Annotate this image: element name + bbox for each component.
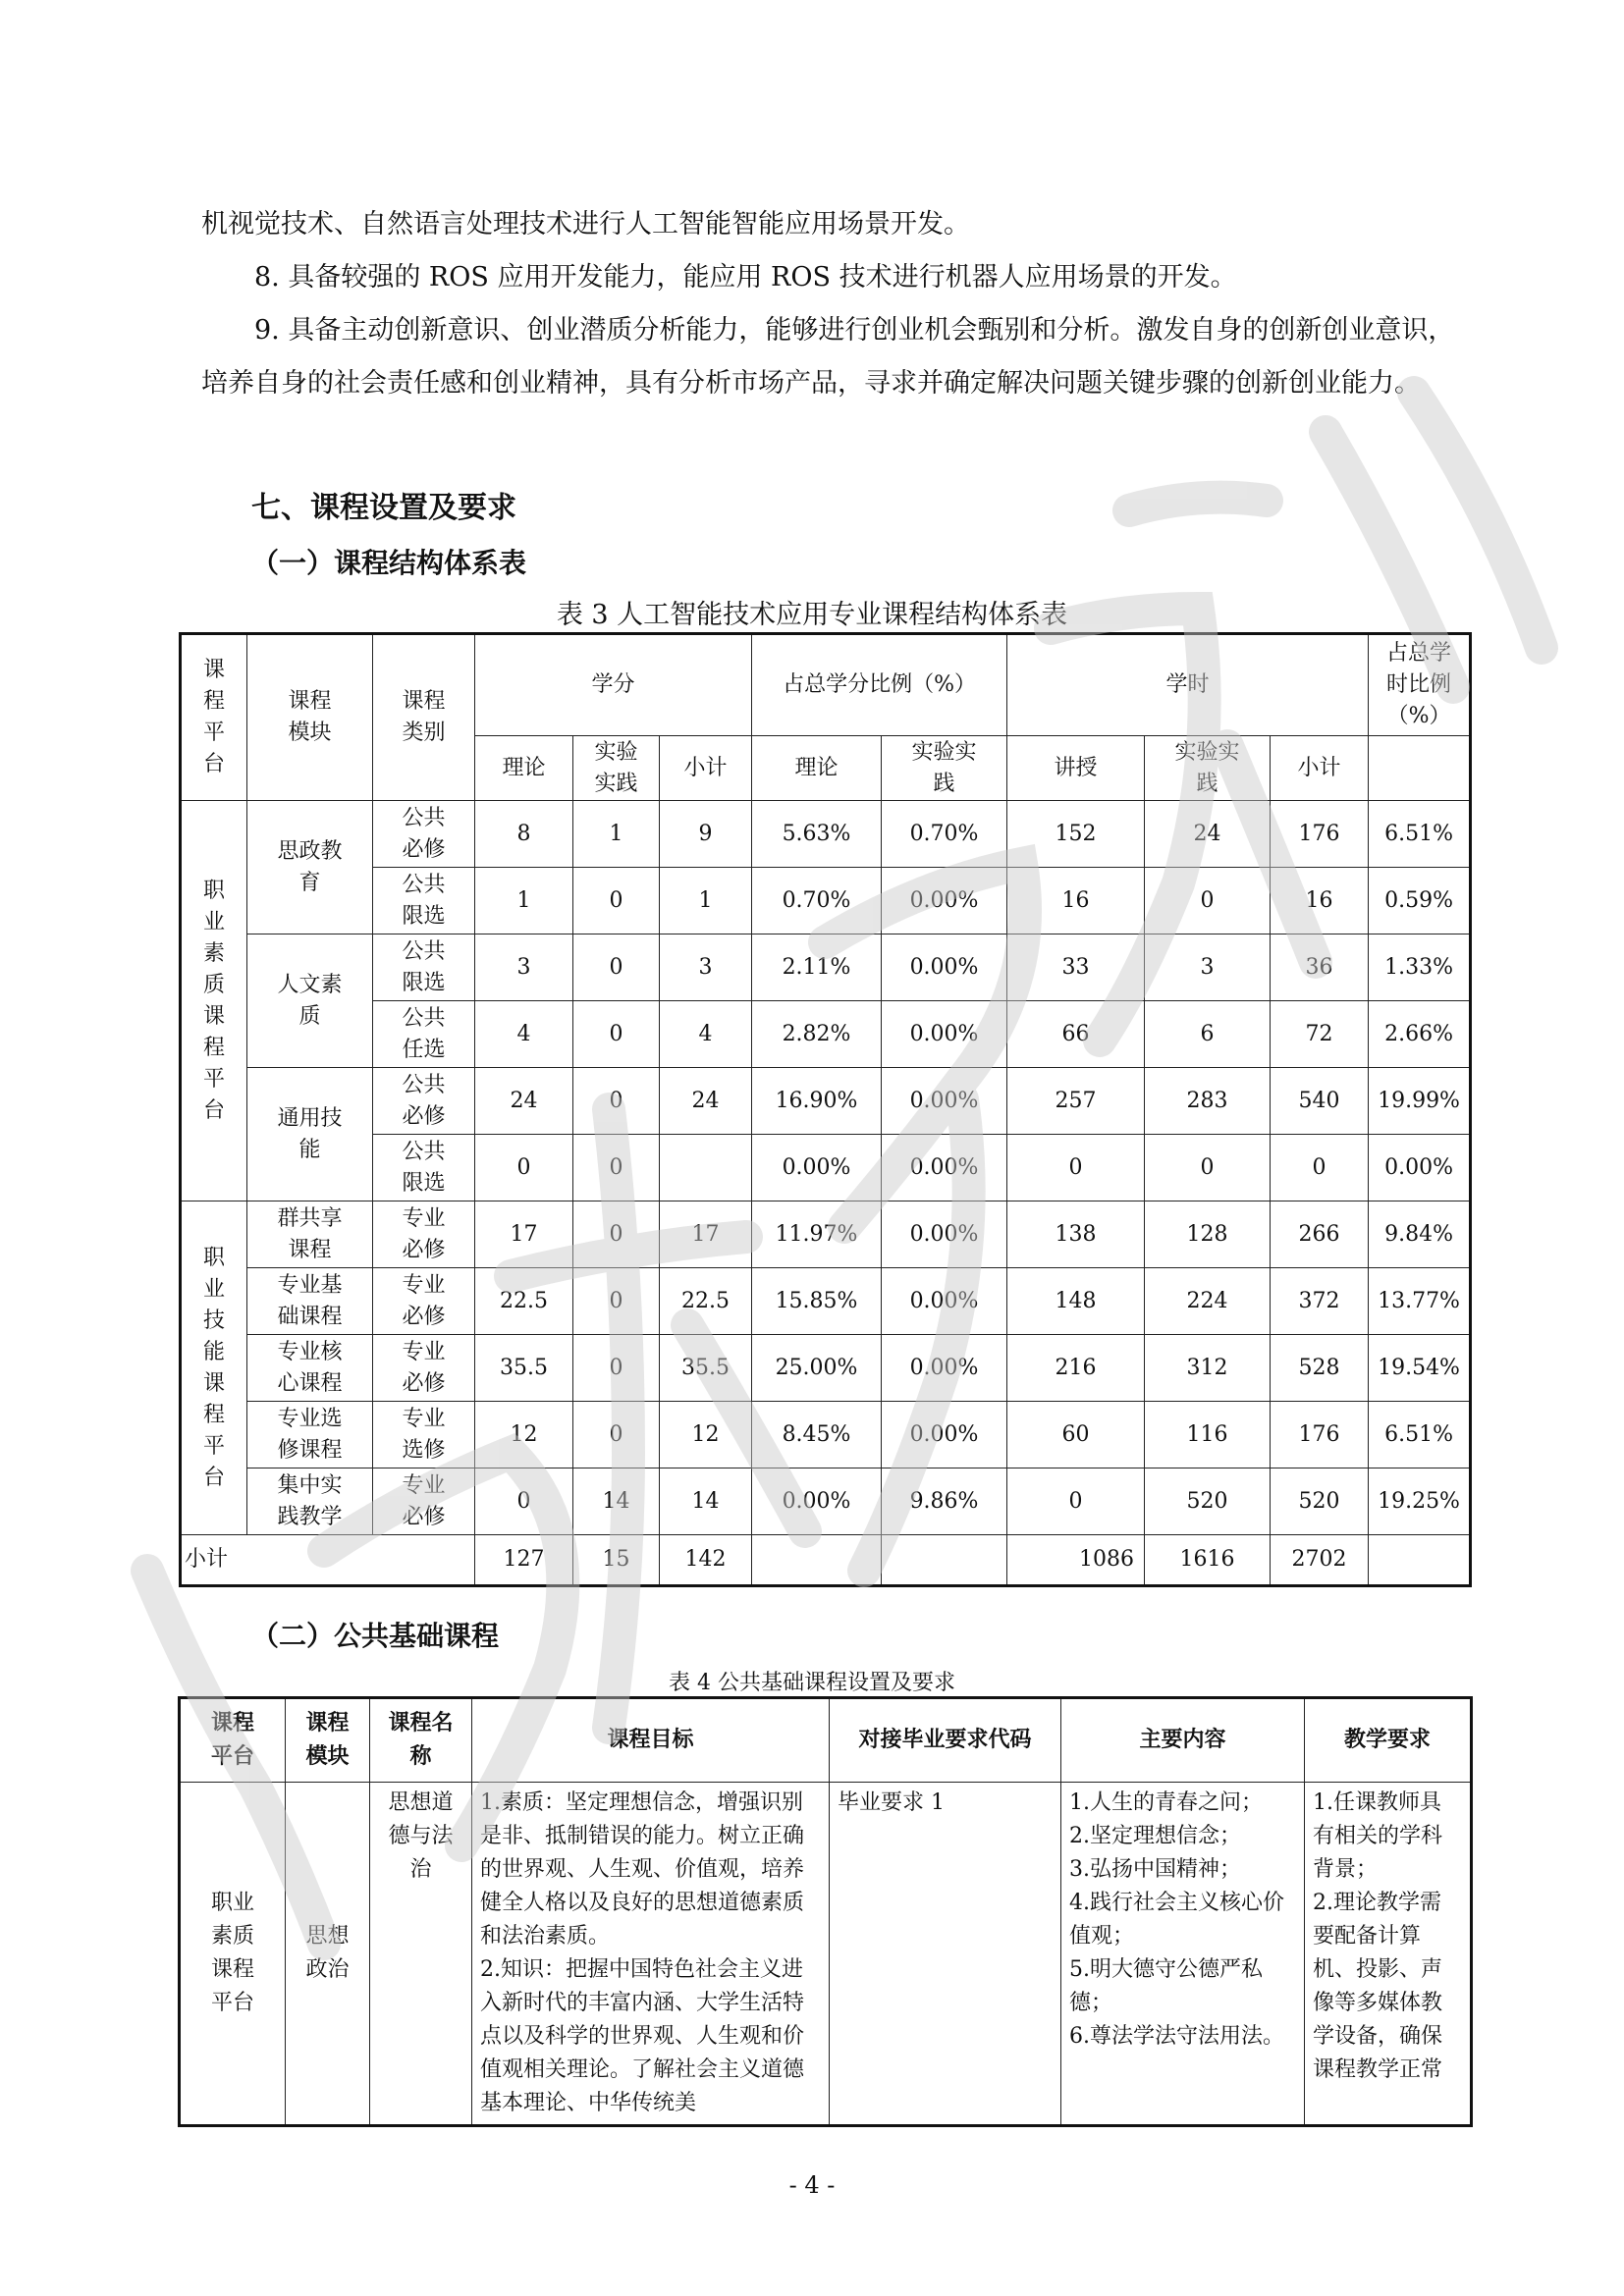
value-cell: 224 [1145, 1268, 1271, 1335]
value-cell: 2.82% [752, 1001, 882, 1068]
value-cell: 372 [1271, 1268, 1369, 1335]
value-cell: 9 [660, 801, 752, 868]
value-cell: 0 [475, 1468, 573, 1535]
value-cell: 0 [573, 1068, 660, 1135]
value-cell: 540 [1271, 1068, 1369, 1135]
table-row [181, 868, 1471, 934]
t4-course-name: 思想道 德与法 治 [370, 1783, 472, 2126]
value-cell: 9.86% [882, 1468, 1007, 1535]
paragraph-continued: 机视觉技术、自然语言处理技术进行人工智能智能应用场景开发。 [201, 209, 970, 240]
value-cell: 14 [660, 1468, 752, 1535]
t4-main-content: 1.人生的青春之问； 2.坚定理想信念； 3.弘扬中国精神； 4.践行社会主义核心价值观； 5.明大德守公德严私德； 6.尊法学法守法用法。 [1061, 1783, 1305, 2126]
value-cell: 12 [660, 1402, 752, 1468]
value-cell: 35.5 [660, 1335, 752, 1402]
header-hours: 学时 [1007, 634, 1369, 736]
header-platform: 课 程 平 台 [181, 634, 247, 801]
table-row [181, 1402, 1471, 1468]
platform-cell: 职 业 技 能 课 程 平 台 [181, 1201, 247, 1535]
value-cell: 257 [1007, 1068, 1145, 1135]
watermark-stroke [1129, 498, 1267, 510]
category-cell: 专业 必修 [373, 1268, 475, 1335]
value-cell: 5.63% [752, 801, 882, 868]
value-cell: 72 [1271, 1001, 1369, 1068]
value-cell: 0.00% [882, 1068, 1007, 1135]
module-cell: 集中实 践教学 [247, 1468, 373, 1535]
empty-cell [752, 1535, 882, 1586]
value-cell: 0.00% [882, 1001, 1007, 1068]
public-course-table [178, 1696, 1473, 2127]
value-cell: 2.11% [752, 934, 882, 1001]
course-structure-table [179, 632, 1472, 1587]
table4-caption: 表 4 公共基础课程设置及要求 [669, 1671, 955, 1695]
module-cell: 通用技 能 [247, 1068, 373, 1201]
value-cell: 19.25% [1369, 1468, 1471, 1535]
category-cell: 公共 限选 [373, 868, 475, 934]
section-heading-7: 七、课程设置及要求 [251, 491, 516, 525]
t4-teaching-requirement: 1.任课教师具有相关的学科背景； 2.理论教学需要配备计算机、投影、声像等多媒体教学设备，确保课程教学正常 [1305, 1783, 1472, 2126]
value-cell: 17 [475, 1201, 573, 1268]
table3-caption: 表 3 人工智能技术应用专业课程结构体系表 [556, 600, 1068, 630]
value-cell: 24 [1145, 801, 1271, 868]
value-cell: 16 [1007, 868, 1145, 934]
total-cell: 142 [660, 1535, 752, 1586]
value-cell: 13.77% [1369, 1268, 1471, 1335]
category-cell: 公共 限选 [373, 1135, 475, 1201]
value-cell: 0.00% [752, 1468, 882, 1535]
subheader-ratio-lab: 实验实 践 [882, 736, 1007, 801]
value-cell: 36 [1271, 934, 1369, 1001]
value-cell: 0 [573, 1402, 660, 1468]
value-cell: 22.5 [475, 1268, 573, 1335]
value-cell: 16.90% [752, 1068, 882, 1135]
total-cell: 小计 [181, 1535, 475, 1586]
value-cell: 6.51% [1369, 1402, 1471, 1468]
table-row [181, 1201, 1471, 1268]
value-cell: 152 [1007, 801, 1145, 868]
table-row [181, 1468, 1471, 1535]
value-cell: 0 [573, 1268, 660, 1335]
total-cell: 1086 [1007, 1535, 1145, 1586]
value-cell: 11.97% [752, 1201, 882, 1268]
value-cell: 0.00% [882, 1135, 1007, 1201]
value-cell: 33 [1007, 934, 1145, 1001]
value-cell: 17 [660, 1201, 752, 1268]
subheader-theory: 理论 [475, 736, 573, 801]
module-cell: 专业选 修课程 [247, 1402, 373, 1468]
value-cell: 3 [1145, 934, 1271, 1001]
value-cell: 128 [1145, 1201, 1271, 1268]
total-row [181, 1535, 1471, 1586]
table-row [181, 801, 1471, 868]
value-cell: 0.00% [882, 1335, 1007, 1402]
value-cell: 8 [475, 801, 573, 868]
subheader-hours-subtotal: 小计 [1271, 736, 1369, 801]
subheader-lab: 实验 实践 [573, 736, 660, 801]
value-cell: 0 [475, 1135, 573, 1201]
value-cell: 266 [1271, 1201, 1369, 1268]
subheader-empty [1369, 736, 1471, 801]
t4-header-code: 对接毕业要求代码 [830, 1698, 1061, 1783]
value-cell: 6.51% [1369, 801, 1471, 868]
t4-platform: 职业 素质 课程 平台 [180, 1783, 286, 2126]
header-credit: 学分 [475, 634, 752, 736]
category-cell: 专业 必修 [373, 1335, 475, 1402]
value-cell: 0.59% [1369, 868, 1471, 934]
value-cell: 24 [475, 1068, 573, 1135]
subheader-lecture: 讲授 [1007, 736, 1145, 801]
value-cell: 35.5 [475, 1335, 573, 1402]
module-cell: 专业核 心课程 [247, 1335, 373, 1402]
value-cell: 24 [660, 1068, 752, 1135]
category-cell: 公共 必修 [373, 801, 475, 868]
total-cell: 1616 [1145, 1535, 1271, 1586]
value-cell: 216 [1007, 1335, 1145, 1402]
value-cell: 16 [1271, 868, 1369, 934]
value-cell: 8.45% [752, 1402, 882, 1468]
subheader-ratio-theory: 理论 [752, 736, 882, 801]
header-hours-ratio: 占总学 时比例 （%） [1369, 634, 1471, 736]
table-header-row [181, 634, 1471, 736]
value-cell: 0 [573, 868, 660, 934]
value-cell: 0.70% [752, 868, 882, 934]
t4-header-requirement: 教学要求 [1305, 1698, 1472, 1783]
table-row [181, 1335, 1471, 1402]
value-cell: 22.5 [660, 1268, 752, 1335]
value-cell: 1 [660, 868, 752, 934]
value-cell: 0 [573, 1001, 660, 1068]
value-cell: 3 [475, 934, 573, 1001]
t4-header-platform: 课程 平台 [180, 1698, 286, 1783]
value-cell: 4 [475, 1001, 573, 1068]
value-cell: 0.00% [1369, 1135, 1471, 1201]
value-cell: 15.85% [752, 1268, 882, 1335]
value-cell: 283 [1145, 1068, 1271, 1135]
value-cell: 312 [1145, 1335, 1271, 1402]
value-cell: 19.99% [1369, 1068, 1471, 1135]
t4-module: 思想 政治 [286, 1783, 370, 2126]
t4-course-goal: 1.素质：坚定理想信念，增强识别是非、抵制错误的能力。树立正确的世界观、人生观、价值观，培养健全人格以及良好的思想道德素质和法治素质。 2.知识：把握中国特色社会主义进入新时代的丰富内涵、大学生活特点以及科学的世界观、人生观和价值观相关理论。了解社会主义道德基本理论、中华传统美 [472, 1783, 830, 2126]
value-cell: 4 [660, 1001, 752, 1068]
empty-cell [1369, 1535, 1471, 1586]
subheader-subtotal: 小计 [660, 736, 752, 801]
table-row [181, 1268, 1471, 1335]
value-cell: 1.33% [1369, 934, 1471, 1001]
value-cell: 66 [1007, 1001, 1145, 1068]
paragraph-item-8: 8. 具备较强的 ROS 应用开发能力，能应用 ROS 技术进行机器人应用场景的开发。 [254, 262, 1237, 293]
value-cell: 176 [1271, 1402, 1369, 1468]
value-cell: 1 [475, 868, 573, 934]
table-row [181, 1001, 1471, 1068]
table-row [181, 934, 1471, 1001]
value-cell: 0 [1145, 868, 1271, 934]
category-cell: 公共 任选 [373, 1001, 475, 1068]
module-cell: 专业基 础课程 [247, 1268, 373, 1335]
value-cell: 2.66% [1369, 1001, 1471, 1068]
category-cell: 专业 选修 [373, 1402, 475, 1468]
subsection-heading-2: （二）公共基础课程 [251, 1620, 500, 1652]
platform-cell: 职 业 素 质 课 程 平 台 [181, 801, 247, 1201]
value-cell: 176 [1271, 801, 1369, 868]
category-cell: 公共 必修 [373, 1068, 475, 1135]
value-cell: 0 [1007, 1468, 1145, 1535]
value-cell: 116 [1145, 1402, 1271, 1468]
module-cell: 思政教 育 [247, 801, 373, 934]
header-credit-ratio: 占总学分比例（%） [752, 634, 1007, 736]
t4-header-module: 课程 模块 [286, 1698, 370, 1783]
value-cell: 0.00% [882, 1402, 1007, 1468]
value-cell: 0 [1007, 1135, 1145, 1201]
total-cell: 2702 [1271, 1535, 1369, 1586]
value-cell: 0 [1145, 1135, 1271, 1201]
value-cell: 12 [475, 1402, 573, 1468]
table4-header-row [180, 1698, 1472, 1783]
value-cell: 520 [1145, 1468, 1271, 1535]
table-row [181, 1135, 1471, 1201]
module-cell: 群共享 课程 [247, 1201, 373, 1268]
value-cell: 528 [1271, 1335, 1369, 1402]
value-cell [660, 1135, 752, 1201]
total-cell: 127 [475, 1535, 573, 1586]
t4-graduation-code: 毕业要求 1 [830, 1783, 1061, 2126]
category-cell: 专业 必修 [373, 1468, 475, 1535]
value-cell: 3 [660, 934, 752, 1001]
subheader-hours-lab: 实验实 践 [1145, 736, 1271, 801]
header-category: 课程 类别 [373, 634, 475, 801]
paragraph-item-9: 9. 具备主动创新意识、创业潜质分析能力，能够进行创业机会甄别和分析。激发自身的创新创业意识，培养自身的社会责任感和创业精神，具有分析市场产品，寻求并确定解决问题关键步骤的创新创业能力。 [201, 315, 1455, 399]
value-cell: 6 [1145, 1001, 1271, 1068]
t4-header-content: 主要内容 [1061, 1698, 1305, 1783]
page-number: - 4 - [788, 2171, 836, 2199]
category-cell: 专业 必修 [373, 1201, 475, 1268]
empty-cell [882, 1535, 1007, 1586]
value-cell: 0.00% [882, 1268, 1007, 1335]
value-cell: 0.00% [882, 1201, 1007, 1268]
table4-row [180, 1783, 1472, 2126]
value-cell: 14 [573, 1468, 660, 1535]
value-cell: 0.00% [752, 1135, 882, 1201]
value-cell: 0 [573, 934, 660, 1001]
value-cell: 0.00% [882, 934, 1007, 1001]
value-cell: 138 [1007, 1201, 1145, 1268]
t4-header-goal: 课程目标 [472, 1698, 830, 1783]
header-module: 课程 模块 [247, 634, 373, 801]
value-cell: 19.54% [1369, 1335, 1471, 1402]
total-cell: 15 [573, 1535, 660, 1586]
value-cell: 60 [1007, 1402, 1145, 1468]
value-cell: 148 [1007, 1268, 1145, 1335]
table-row [181, 1068, 1471, 1135]
value-cell: 1 [573, 801, 660, 868]
subsection-heading-1: （一）课程结构体系表 [251, 547, 527, 579]
value-cell: 520 [1271, 1468, 1369, 1535]
category-cell: 公共 限选 [373, 934, 475, 1001]
module-cell: 人文素 质 [247, 934, 373, 1068]
value-cell: 0 [1271, 1135, 1369, 1201]
value-cell: 25.00% [752, 1335, 882, 1402]
value-cell: 0.70% [882, 801, 1007, 868]
t4-header-name: 课程名 称 [370, 1698, 472, 1783]
value-cell: 0 [573, 1335, 660, 1402]
value-cell: 0 [573, 1201, 660, 1268]
value-cell: 0 [573, 1135, 660, 1201]
value-cell: 9.84% [1369, 1201, 1471, 1268]
value-cell: 0.00% [882, 868, 1007, 934]
